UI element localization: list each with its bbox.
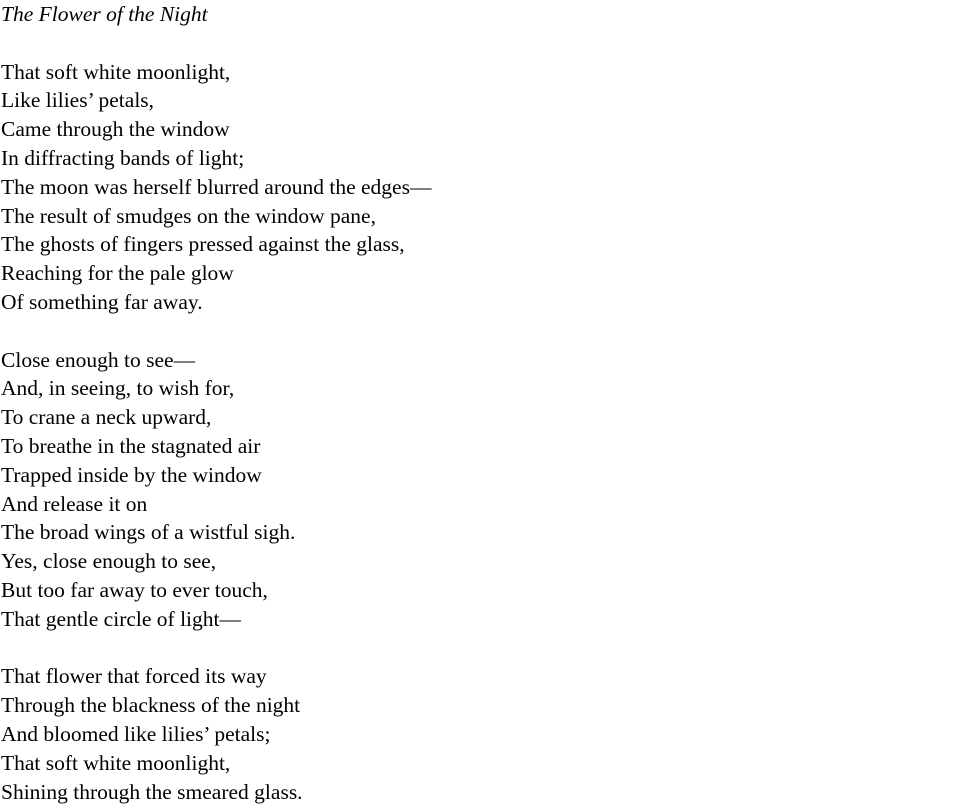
poem-line: Through the blackness of the night	[1, 693, 301, 718]
poem-line: Trapped inside by the window	[1, 462, 262, 487]
stanza-1	[1, 58, 431, 317]
stanza-break	[1, 29, 431, 58]
poem-line: That flower that forced its way	[1, 664, 267, 689]
poem-line: But too far away to ever touch,	[1, 577, 268, 602]
poem-line: Reaching for the pale glow	[1, 261, 234, 286]
poem-line: The moon was herself blurred around the edges—	[1, 174, 432, 199]
poem-line: The ghosts of fingers pressed against the glass,	[1, 232, 405, 257]
poem-line: Like lilies’ petals,	[1, 88, 155, 113]
poem-line: Shining through the smeared glass.	[1, 779, 303, 804]
poem-line: Came through the window	[1, 117, 230, 142]
poem-title: The Flower of the Night	[1, 2, 208, 26]
poem-line: Of something far away.	[1, 289, 203, 314]
stanza-break	[1, 317, 431, 346]
poem-document	[1, 0, 431, 806]
poem-line: In diffracting bands of light;	[1, 145, 245, 170]
poem-line: And release it on	[1, 491, 148, 516]
poem-line: And, in seeing, to wish for,	[1, 376, 235, 401]
stanza-3	[1, 662, 431, 806]
poem-line: The result of smudges on the window pane,	[1, 203, 376, 228]
poem-line: Yes, close enough to see,	[1, 549, 217, 574]
poem-line: To crane a neck upward,	[1, 405, 212, 430]
stanza-break	[1, 634, 431, 663]
poem-line: Close enough to see—	[1, 347, 196, 372]
poem-line: The broad wings of a wistful sigh.	[1, 520, 296, 545]
poem-line: To breathe in the stagnated air	[1, 433, 261, 458]
stanza-2	[1, 346, 431, 634]
poem-line: That soft white moonlight,	[1, 750, 231, 775]
poem-line: That soft white moonlight,	[1, 59, 231, 84]
poem-line: That gentle circle of light—	[1, 606, 241, 631]
poem-line: And bloomed like lilies’ petals;	[1, 721, 271, 746]
